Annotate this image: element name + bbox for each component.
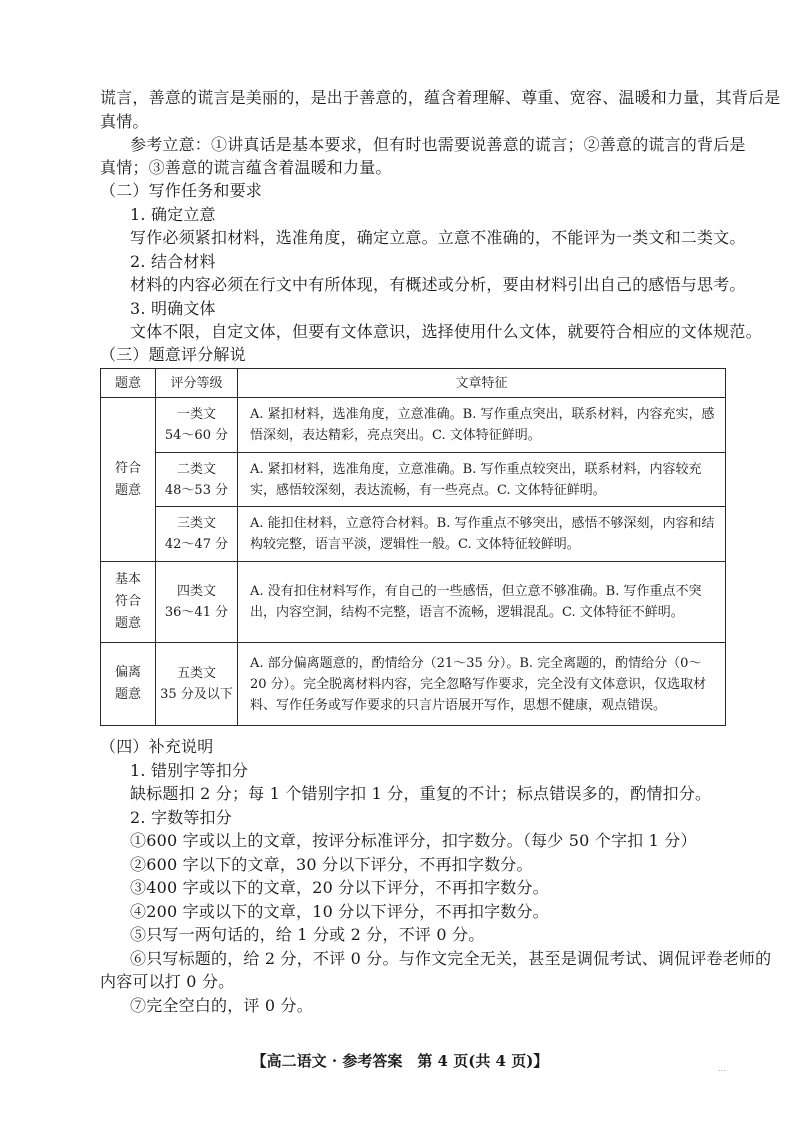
text-line: 缺标题扣 2 分；每 1 个错别字扣 1 分，重复的不计；标点错误多的，酌情扣分。 bbox=[130, 784, 712, 803]
category-cell: 偏离题意 bbox=[101, 643, 156, 726]
section-heading-supplement: （四）补充说明 bbox=[100, 737, 214, 756]
text-line: 写作必须紧扣材料，选准角度，确定立意。立意不准确的，不能评为一类文和二类文。 bbox=[130, 228, 746, 247]
description-cell: A. 紧扣材料，选准角度，立意准确。B. 写作重点突出，联系材料，内容充实，感悟深刻，表达精彩，亮点突出。C. 文体特征鲜明。 bbox=[238, 398, 726, 453]
page-footer bbox=[0, 1050, 800, 1072]
grade-cell: 三类文 42～47 分 bbox=[156, 507, 238, 562]
grade-cell: 一类文 54～60 分 bbox=[156, 398, 238, 453]
text-line: ⑤只写一两句话的，给 1 分或 2 分，不评 0 分。 bbox=[130, 925, 485, 944]
table-row bbox=[101, 643, 726, 726]
grade-cell: 五类文 35 分及以下 bbox=[156, 643, 238, 726]
table-row bbox=[101, 398, 726, 453]
description-cell: A. 部分偏离题意的，酌情给分（21～35 分）。B. 完全离题的，酌情给分（0～20 分）。完全脱离材料内容，完全忽略写作要求，完全没有文体意识，仅选取材料、写作任务或写作要求的只言片语展开写作，思想不健康，观点错误。 bbox=[238, 643, 726, 726]
header-cell: 文章特征 bbox=[238, 369, 726, 398]
text-line: 文体不限，自定文体，但要有文体意识，选择使用什么文体，就要符合相应的文体规范。 bbox=[130, 322, 762, 341]
grading-table bbox=[100, 368, 726, 726]
corner-mark: ... bbox=[718, 1064, 726, 1073]
header-cell: 题意 bbox=[101, 369, 156, 398]
text-line: ⑦完全空白的，评 0 分。 bbox=[130, 996, 313, 1015]
text-line: ⑥只写标题的，给 2 分，不评 0 分。与作文完全无关，甚至是调侃考试、调侃评卷老师的 bbox=[130, 949, 772, 968]
text-line: 真情；③善意的谎言蕴含着温暖和力量。 bbox=[100, 158, 392, 177]
text-line: ③400 字或以下的文章，20 分以下评分，不再扣字数分。 bbox=[130, 878, 549, 897]
grade-cell: 四类文 36～41 分 bbox=[156, 562, 238, 643]
subheading-word-count: 2. 字数等扣分 bbox=[130, 808, 232, 827]
text-line: 谎言，善意的谎言是美丽的，是出于善意的，蕴含着理解、尊重、宽容、温暖和力量，其背后是 bbox=[100, 88, 781, 107]
text-line: 内容可以打 0 分。 bbox=[100, 972, 235, 991]
text-line: 材料的内容必须在行文中有所体现，有概述或分析，要由材料引出自己的感悟与思考。 bbox=[130, 275, 746, 294]
subheading-material: 2. 结合材料 bbox=[130, 252, 216, 271]
table-row bbox=[101, 507, 726, 562]
subheading-theme: 1. 确定立意 bbox=[130, 205, 216, 224]
table-row bbox=[101, 453, 726, 507]
category-cell: 符合题意 bbox=[101, 398, 156, 562]
text-line: 真情。 bbox=[100, 112, 149, 131]
description-cell: A. 能扣住材料，立意符合材料。B. 写作重点不够突出，感悟不够深刻，内容和结构较完整，语言平淡，逻辑性一般。C. 文体特征较鲜明。 bbox=[238, 507, 726, 562]
section-heading-writing-task: （二）写作任务和要求 bbox=[100, 181, 263, 200]
text-line: ④200 字或以下的文章，10 分以下评分，不再扣字数分。 bbox=[130, 902, 549, 921]
table-header-row bbox=[101, 369, 726, 398]
table-row bbox=[101, 562, 726, 643]
category-cell: 基本符合题意 bbox=[101, 562, 156, 643]
description-cell: A. 没有扣住材料写作，有自己的一些感悟，但立意不够准确。B. 写作重点不突出，内容空洞，结构不完整，语言不流畅，逻辑混乱。C. 文体特征不鲜明。 bbox=[238, 562, 726, 643]
description-cell: A. 紧扣材料，选准角度，立意准确。B. 写作重点较突出，联系材料，内容较充实，感悟较深刻，表达流畅，有一些亮点。C. 文体特征鲜明。 bbox=[238, 453, 726, 507]
grade-cell: 二类文 48～53 分 bbox=[156, 453, 238, 507]
footer-text: 【高二语文 · 参考答案 第 4 页(共 4 页)】 bbox=[251, 1052, 549, 1070]
subheading-genre: 3. 明确文体 bbox=[130, 299, 216, 318]
text-line: ①600 字或以上的文章，按评分标准评分，扣字数分。（每少 50 个字扣 1 分） bbox=[130, 831, 697, 850]
section-heading-grading: （三）题意评分解说 bbox=[100, 345, 246, 364]
subheading-typos: 1. 错别字等扣分 bbox=[130, 761, 249, 780]
text-line: ②600 字以下的文章，30 分以下评分，不再扣字数分。 bbox=[130, 855, 533, 874]
text-line: 参考立意：①讲真话是基本要求，但有时也需要说善意的谎言；②善意的谎言的背后是 bbox=[130, 135, 746, 154]
header-cell: 评分等级 bbox=[156, 369, 238, 398]
